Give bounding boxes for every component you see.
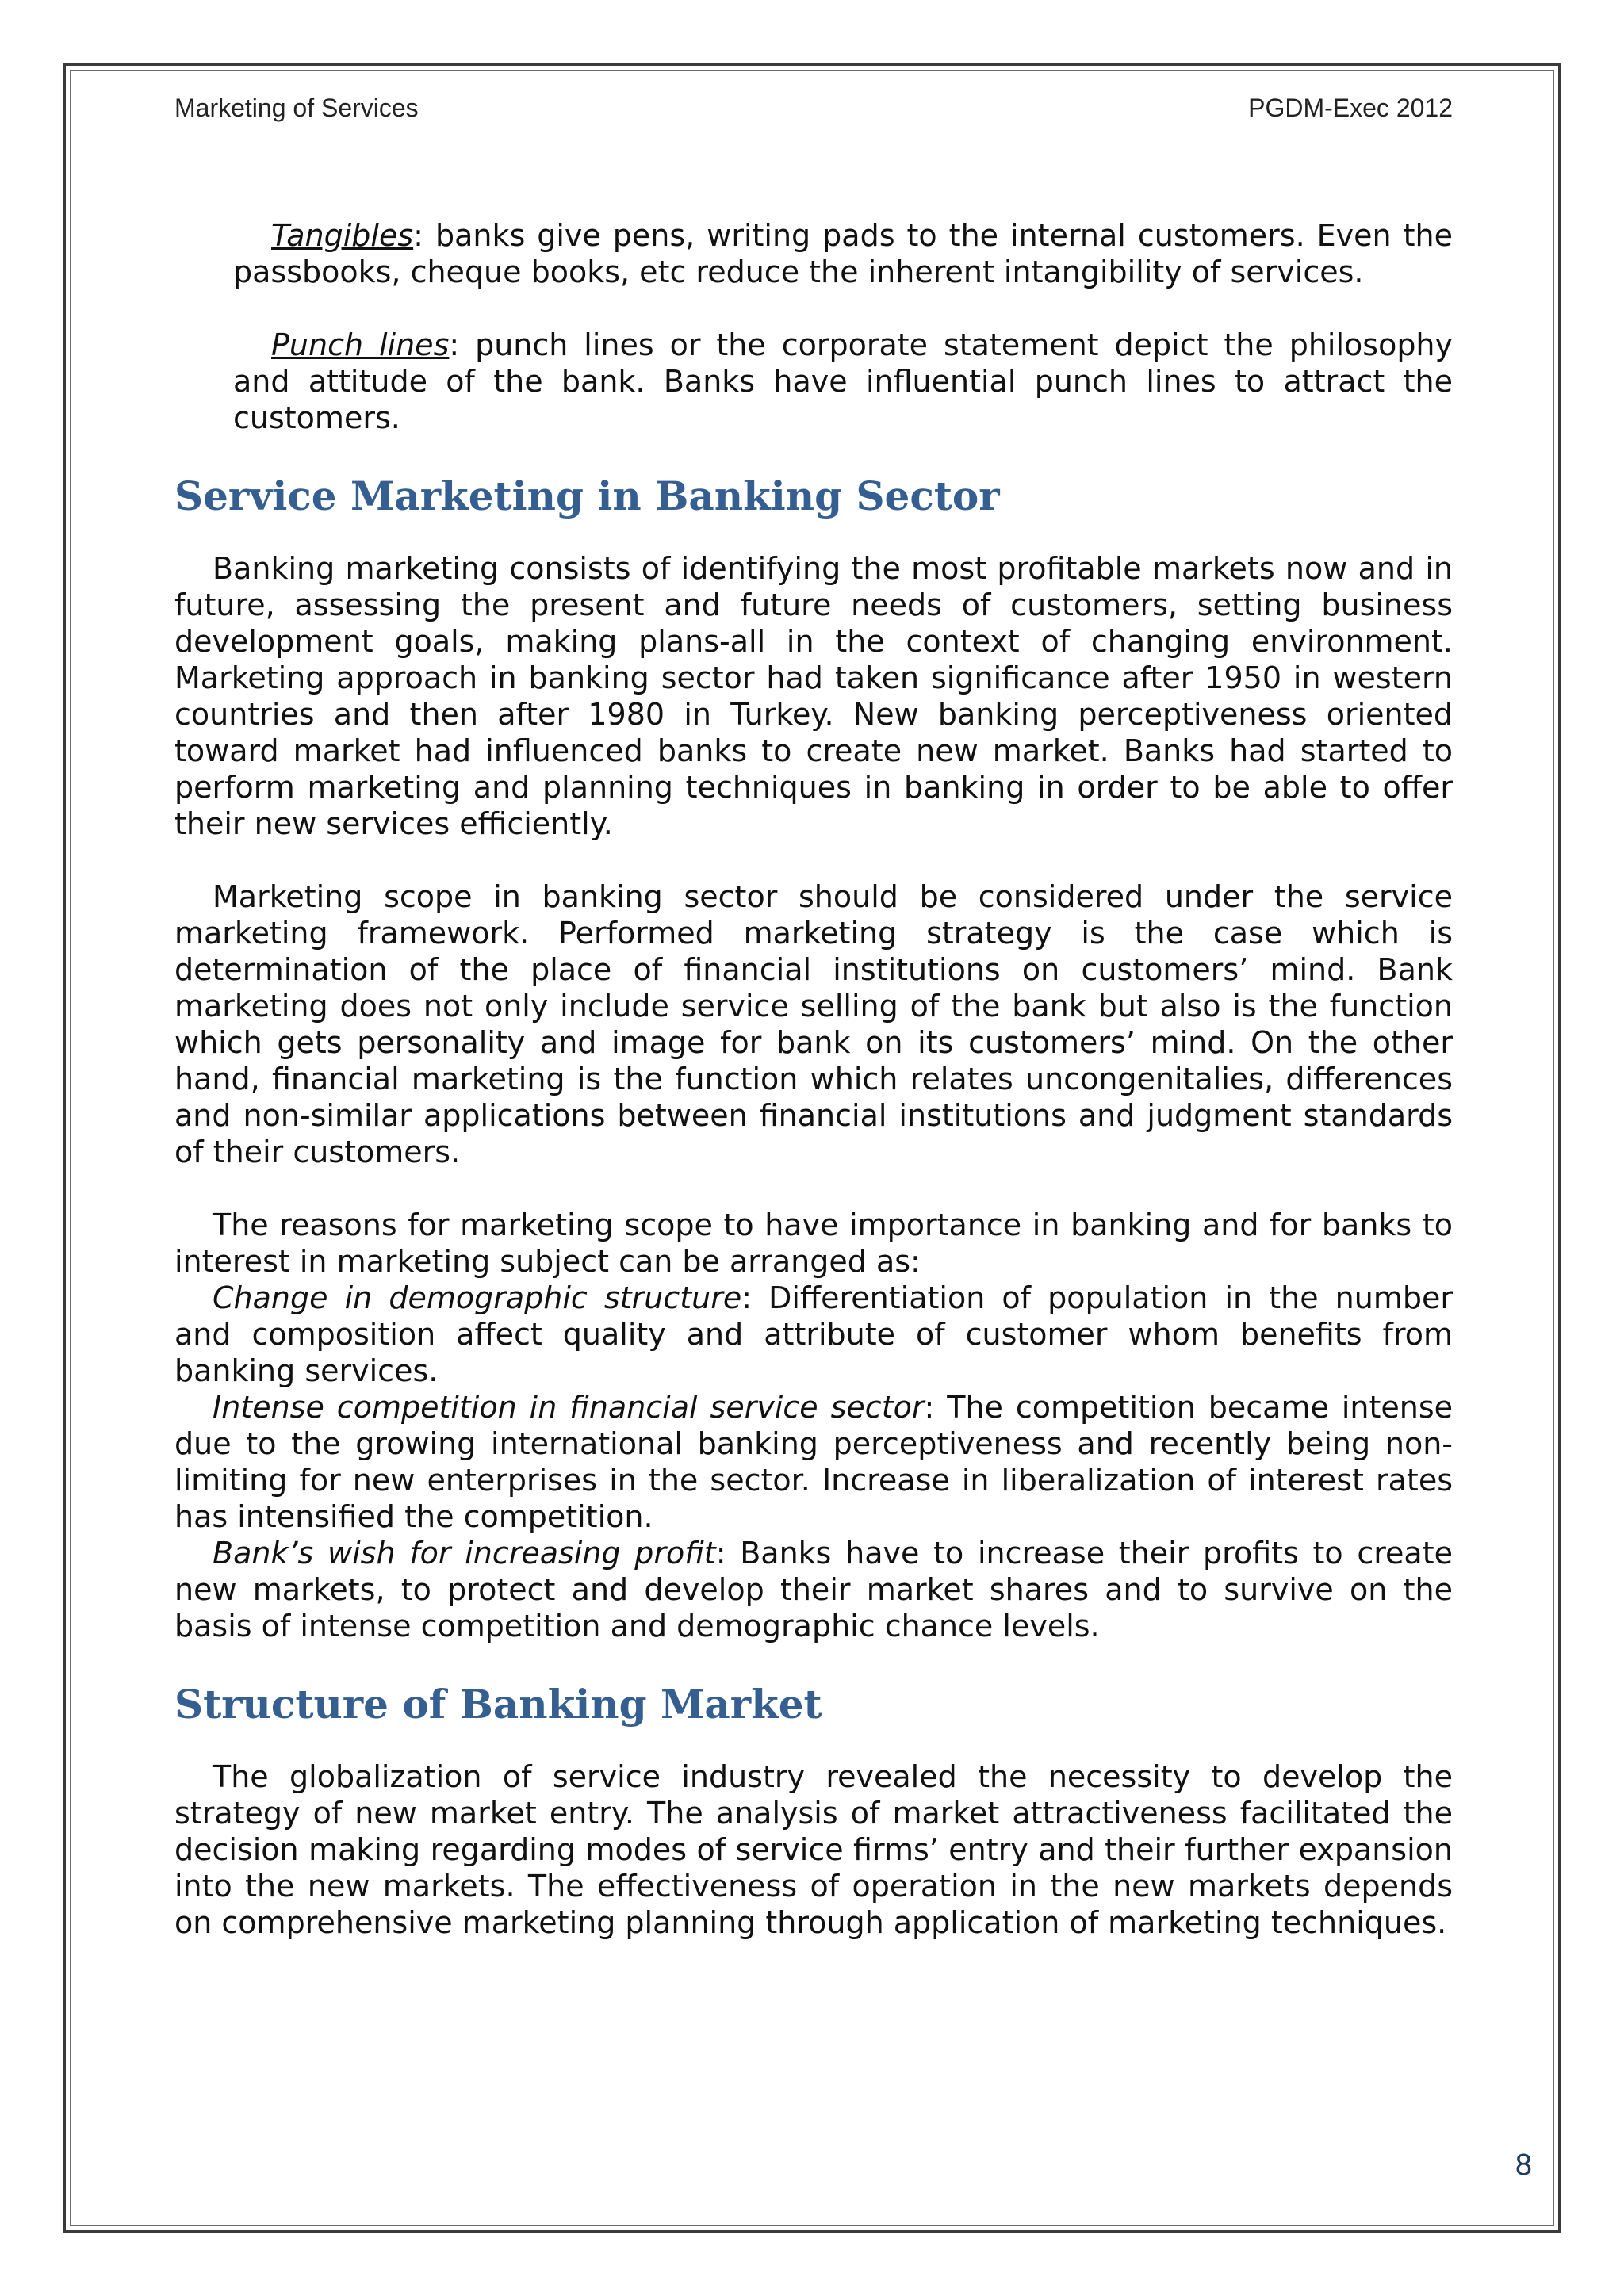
reason-text: : Banks have to increase their profits to create new markets, to protect and develop their market shares and to survive on the basis of intense competition and demographic chance levels. xyxy=(174,1536,1454,1644)
reason-item xyxy=(174,1389,1453,1535)
bullet-text: : punch lines or the corporate statement depict the philosophy and attitude of the bank. Banks have influential punch lines to attract the customers. xyxy=(233,327,1454,435)
bullet-term: Tangibles xyxy=(271,218,414,253)
reason-text: : The competition became intense due to the growing international banking perceptiveness and recently being non-limiting for new enterprises in the sector. Increase in liberalization of interest rates has intensified the competition. xyxy=(174,1390,1453,1534)
page-content xyxy=(174,187,1453,1977)
bullet-punch-lines xyxy=(233,327,1453,436)
header-left: Marketing of Services xyxy=(174,94,419,122)
section-heading-structure: Structure of Banking Market xyxy=(174,1681,822,1728)
reason-term: Change in demographic structure xyxy=(213,1280,742,1315)
section-heading-service-marketing: Service Marketing in Banking Sector xyxy=(174,473,1000,519)
reason-item xyxy=(174,1535,1453,1644)
reasons-intro: The reasons for marketing scope to have importance in banking and for banks to interest in marketing subject can be arranged as: xyxy=(174,1207,1453,1279)
bullet-term: Punch lines xyxy=(271,327,450,362)
paragraph: Marketing scope in banking sector should be considered under the service marketing framework. Performed marketing strategy is the case which is determination of the place of financial institutions on customers’ mind. Bank marketing does not only include service selling of the bank but also is the function which gets personality and image for bank on its customers’ mind. On the other hand, financial marketing is the function which relates uncongenitalies, differences and non-similar applications between financial institutions and judgment standards of their customers. xyxy=(174,879,1453,1169)
reason-text: : Differentiation of population in the number and composition affect quality and attribute of customer whom benefits from banking services. xyxy=(174,1280,1453,1388)
bullet-text: : banks give pens, writing pads to the internal customers. Even the passbooks, cheque books, etc reduce the inherent intangibility of services. xyxy=(233,218,1453,289)
reason-item xyxy=(174,1280,1453,1389)
page-header xyxy=(174,94,1453,123)
reason-term: Bank’s wish for increasing profit xyxy=(213,1536,716,1571)
header-right: PGDM-Exec 2012 xyxy=(1248,94,1453,122)
paragraph: The globalization of service industry revealed the necessity to develop the strategy of new market entry. The analysis of market attractiveness facilitated the decision making regarding modes of service firms’ entry and their further expansion into the new markets. The effectiveness of operation in the new markets depends on comprehensive marketing planning through application of marketing techniques. xyxy=(174,1759,1453,1940)
paragraph: Banking marketing consists of identifying the most profitable markets now and in future, assessing the present and future needs of customers, setting business development goals, making plans-all in the context of changing environment. Marketing approach in banking sector had taken significance after 1950 in western countries and then after 1980 in Turkey. New banking perceptiveness oriented toward market had influenced banks to create new market. Banks had started to perform marketing and planning techniques in banking in order to be able to offer their new services efficiently. xyxy=(174,551,1453,841)
bullet-tangibles xyxy=(233,217,1453,290)
reason-term: Intense competition in financial service sector xyxy=(213,1390,925,1425)
page-number: 8 xyxy=(1515,2149,1532,2182)
